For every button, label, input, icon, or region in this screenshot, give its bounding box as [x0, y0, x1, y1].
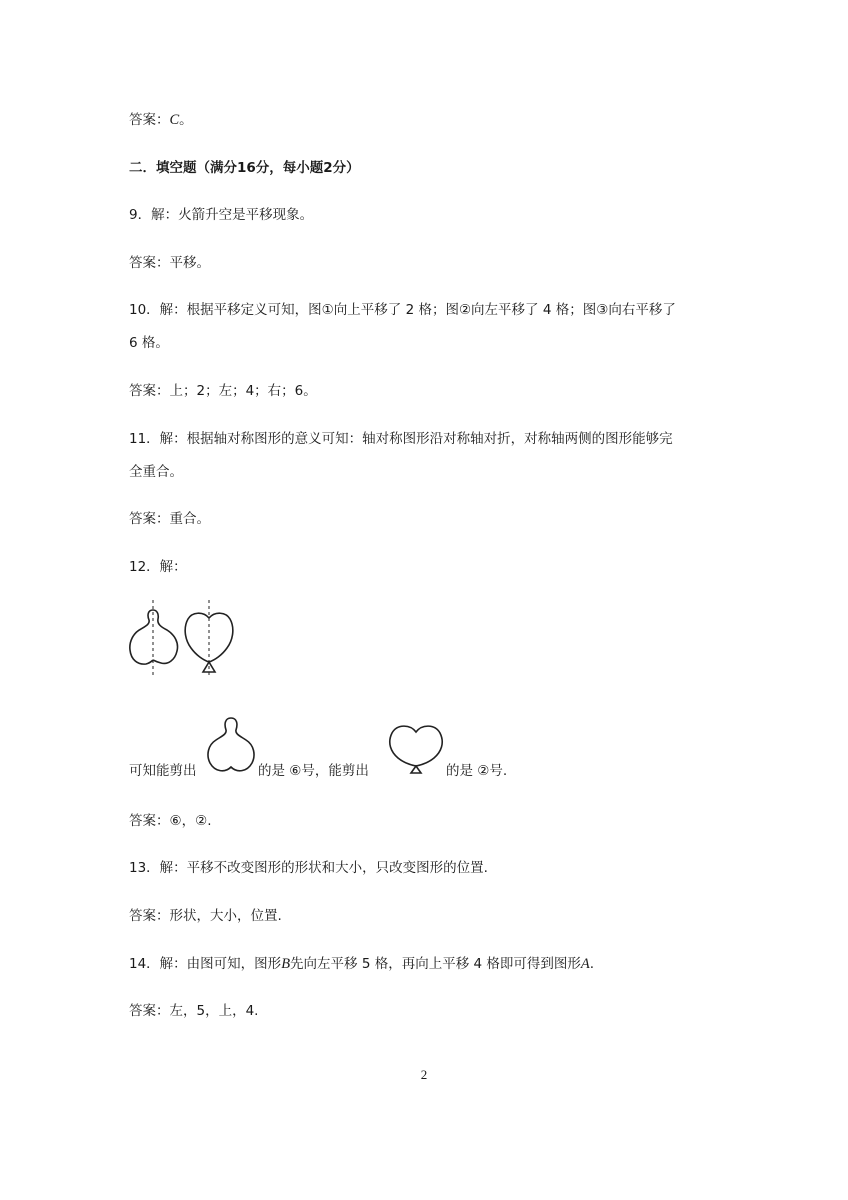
q12-figures [125, 598, 240, 680]
answer-letter: C [169, 112, 180, 128]
q11-solution-line1: 11．解：根据轴对称图形的意义可知：轴对称图形沿对称轴对折，对称轴两侧的图形能够完 [129, 431, 673, 447]
q12-text-b: 的是 ⑥号，能剪出 [258, 763, 369, 779]
spade-icon [388, 720, 444, 774]
spade-half-fold-icon [185, 600, 233, 678]
q13-solution: 13．解：平移不改变图形的形状和大小，只改变图形的位置. [129, 860, 488, 876]
q12-text-a: 可知能剪出 [129, 763, 197, 779]
q8-answer: 答案：C。 [129, 112, 193, 128]
q11-answer: 答案：重合。 [129, 511, 210, 527]
q9-answer: 答案：平移。 [129, 255, 210, 271]
q12-answer: 答案：⑥，②. [129, 813, 212, 829]
q12-text-c: 的是 ②号. [446, 763, 508, 779]
page-number: 2 [420, 1067, 428, 1082]
var-b: B [281, 956, 291, 972]
q10-solution-line1: 10．解：根据平移定义可知，图①向上平移了 2 格；图②向左平移了 4 格；图③向右平移了 [129, 302, 676, 318]
var-a: A [580, 956, 590, 972]
gourd-icon [205, 715, 257, 777]
q11-solution-line2: 全重合。 [129, 464, 183, 480]
gourd-half-fold-icon [130, 600, 178, 676]
q14-answer: 答案：左，5，上，4. [129, 1003, 259, 1019]
q10-answer: 答案：上；2；左；4；右；6。 [129, 383, 317, 399]
q13-answer: 答案：形状，大小，位置. [129, 908, 282, 924]
section-title: 二．填空题（满分16分，每小题2分） [129, 160, 360, 176]
q9-solution: 9．解：火箭升空是平移现象。 [129, 207, 314, 223]
q12-solution: 12．解： [129, 559, 187, 575]
q10-solution-line2: 6 格。 [129, 335, 169, 351]
q14-solution: 14．解：由图可知，图形B先向左平移 5 格，再向上平移 4 格即可得到图形A. [129, 956, 595, 972]
